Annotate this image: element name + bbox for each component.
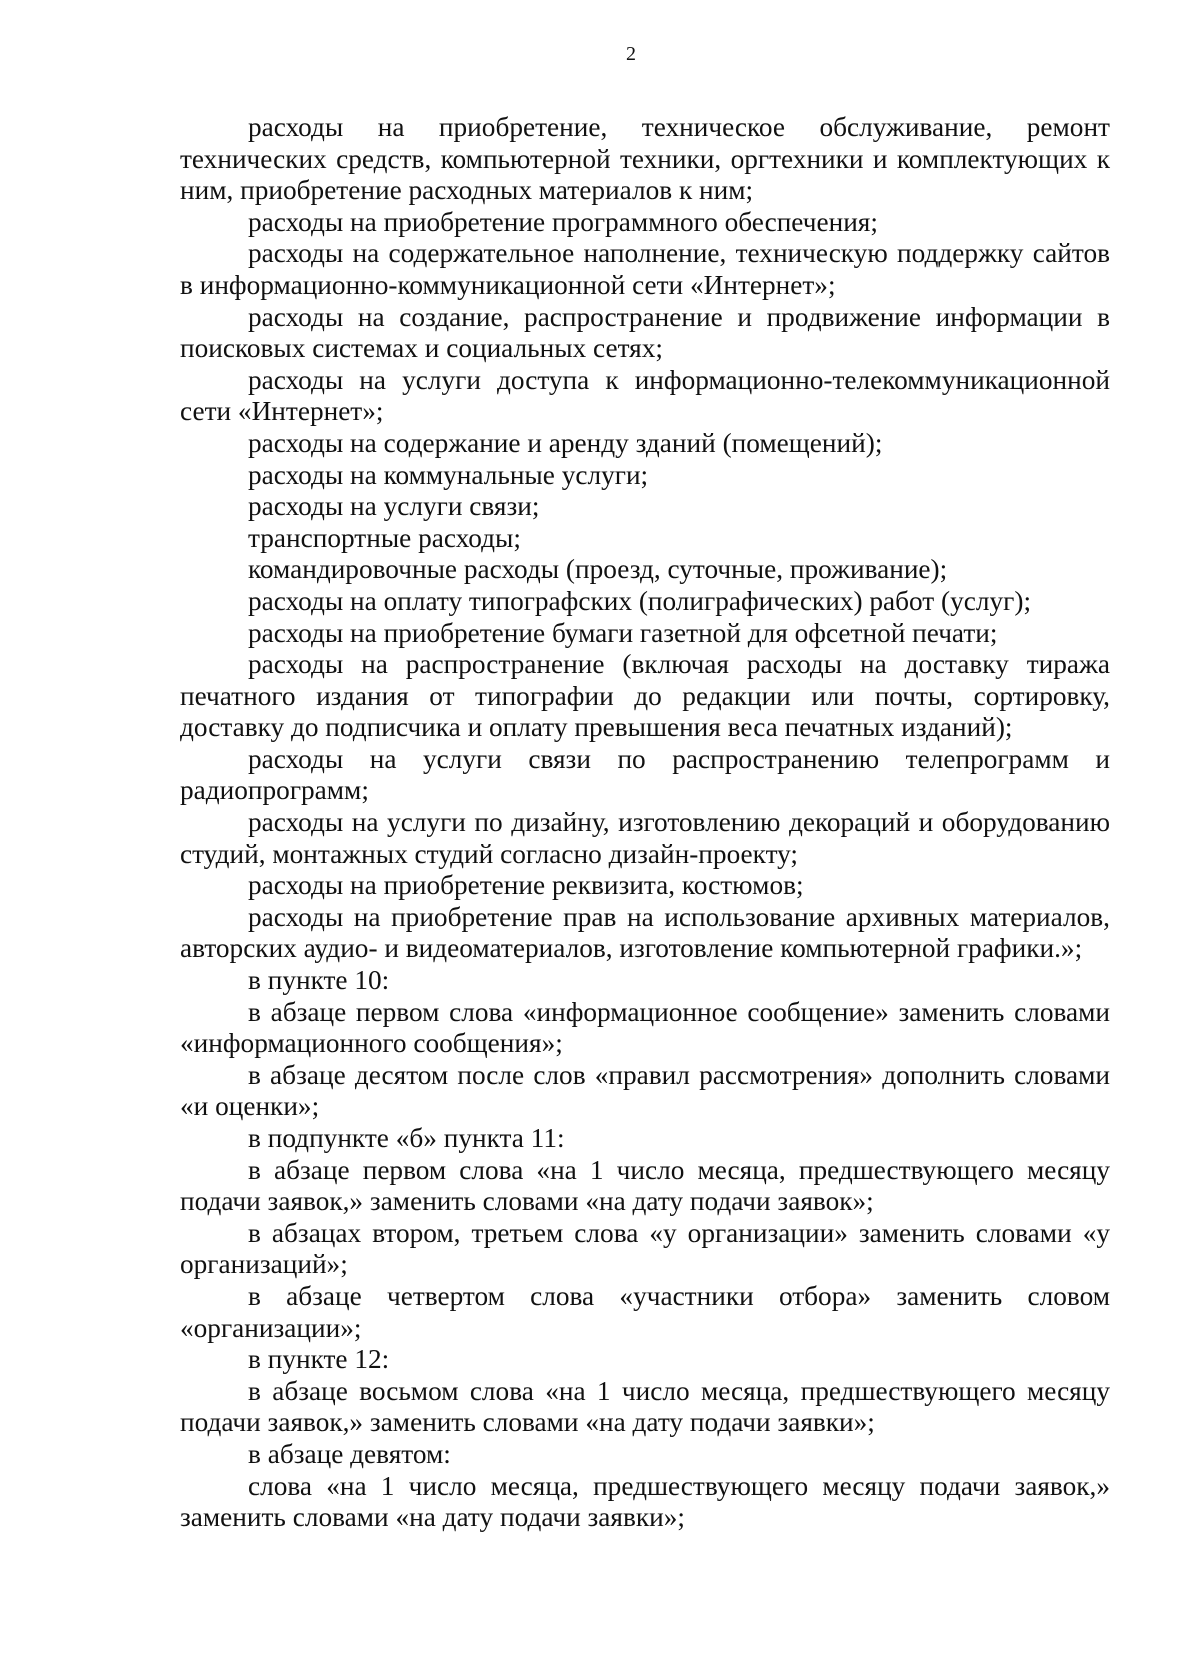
paragraph: в абзаце восьмом слова «на 1 число месяца, предшествующего месяцу подачи заявок,» заменить словами «на дату подачи заявки»; [180, 1375, 1110, 1438]
paragraph: расходы на создание, распространение и продвижение информации в поисковых системах и социальных сетях; [180, 301, 1110, 364]
paragraph: расходы на распространение (включая расходы на доставку тиража печатного издания от типографии до редакции или почты, сортировку, доставку до подписчика и оплату превышения веса печатных изданий); [180, 649, 1110, 743]
paragraph: в абзаце четвертом слова «участники отбора» заменить словом «организации»; [180, 1280, 1110, 1343]
paragraph: в абзацах втором, третьем слова «у организации» заменить словами «у организаций»; [180, 1217, 1110, 1280]
paragraph: слова «на 1 число месяца, предшествующего месяцу подачи заявок,» заменить словами «на дату подачи заявки»; [180, 1470, 1110, 1533]
paragraph: расходы на приобретение бумаги газетной для офсетной печати; [248, 617, 998, 648]
paragraph: расходы на приобретение, техническое обслуживание, ремонт технических средств, компьютерной техники, оргтехники и комплектующих к ним, приобретение расходных материалов к ним; [180, 112, 1110, 206]
paragraph: в пункте 12: [248, 1344, 390, 1375]
paragraph: расходы на содержание и аренду зданий (помещений); [248, 427, 883, 458]
paragraph: в абзаце первом слова «информационное сообщение» заменить словами «информационного сообщения»; [180, 996, 1110, 1059]
paragraph: транспортные расходы; [248, 522, 521, 553]
paragraph: расходы на приобретение реквизита, костюмов; [248, 870, 804, 901]
document-body [180, 112, 1110, 1534]
paragraph: расходы на приобретение программного обеспечения; [248, 206, 878, 237]
paragraph: расходы на услуги доступа к информационно-телекоммуникационной сети «Интернет»; [180, 364, 1110, 427]
paragraph: расходы на услуги по дизайну, изготовлению декораций и оборудованию студий, монтажных студий согласно дизайн-проекту; [180, 807, 1110, 869]
paragraph: расходы на содержательное наполнение, техническую поддержку сайтов в информационно-коммуникационной сети «Интернет»; [180, 238, 1110, 300]
paragraph: расходы на приобретение прав на использование архивных материалов, авторских аудио- и видеоматериалов, изготовление компьютерной графики.»; [180, 901, 1110, 964]
paragraph: в абзаце девятом: [248, 1438, 451, 1469]
paragraph: в пункте 10: [248, 965, 390, 996]
page-number: 2 [626, 43, 636, 65]
paragraph: командировочные расходы (проезд, суточные, проживание); [248, 554, 948, 585]
paragraph: в абзаце десятом после слов «правил рассмотрения» дополнить словами «и оценки»; [180, 1059, 1110, 1122]
paragraph: расходы на коммунальные услуги; [248, 459, 649, 490]
paragraph: расходы на услуги связи; [248, 491, 540, 522]
paragraph: в абзаце первом слова «на 1 число месяца, предшествующего месяцу подачи заявок,» заменить словами «на дату подачи заявок»; [180, 1154, 1110, 1217]
paragraph: в подпункте «б» пункта 11: [248, 1123, 565, 1153]
paragraph: расходы на оплату типографских (полиграфических) работ (услуг); [248, 585, 1032, 616]
paragraph: расходы на услуги связи по распространению телепрограмм и радиопрограмм; [180, 743, 1110, 806]
